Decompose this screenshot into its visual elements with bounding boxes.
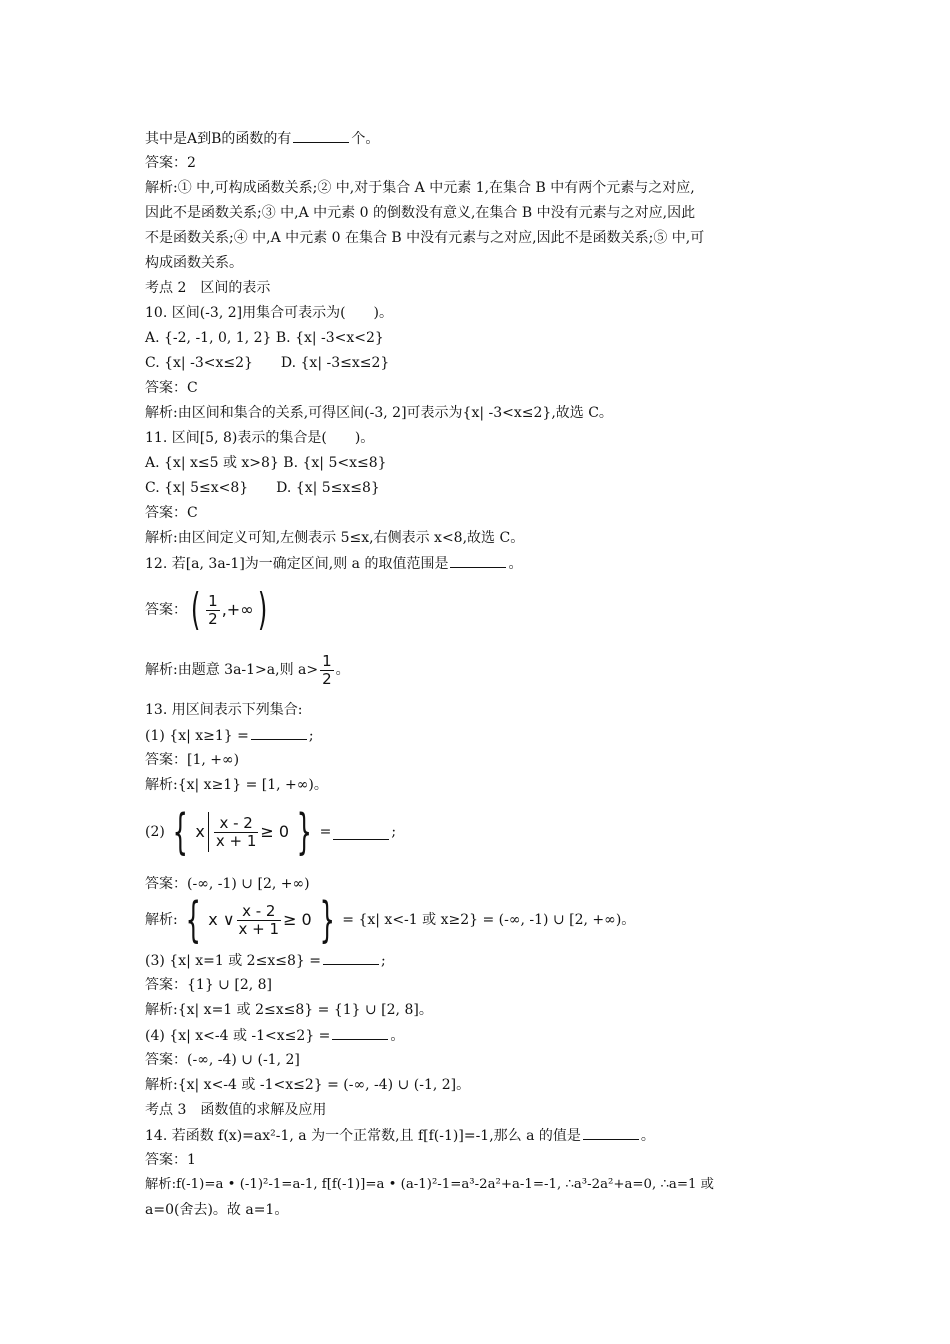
answer-10: 答案：C <box>145 380 198 396</box>
question-10-options-cd: C. {x| -3<x≤2} D. {x| -3≤x≤2} <box>145 355 390 371</box>
analysis-9-line4: 构成函数关系。 <box>145 255 243 271</box>
question-10: 10. 区间(-3, 2]用集合可表示为( )。 <box>145 305 394 321</box>
analysis-12: 解析:由题意 3a-1>a,则 a> $\frac{1}{2}$ 。 <box>145 651 350 688</box>
question-11: 11. 区间[5, 8)表示的集合是( )。 <box>145 430 375 446</box>
analysis-11: 解析:由区间定义可知,左侧表示 5≤x,右侧表示 x<8,故选 C。 <box>145 530 525 546</box>
question-13-3: (3) {x| x=1 或 2≤x≤8} = ; <box>145 950 386 971</box>
question-13-4: (4) {x| x<-4 或 -1<x≤2} = 。 <box>145 1025 404 1046</box>
analysis-14-line1: 解析:f(-1)=a • (-1)²-1=a-1, f[f(-1)]=a • (a-1)²-1=a³-2a²+a-1=-1, ∴a³-2a²+a=0, ∴a=1 或 <box>145 1177 714 1192</box>
analysis-14-line2: a=0(舍去)。故 a=1。 <box>145 1202 289 1218</box>
answer-blank <box>293 128 349 143</box>
question-13-1: (1) {x| x≥1} = ; <box>145 725 314 746</box>
question-13: 13. 用区间表示下列集合: <box>145 702 303 718</box>
answer-13-4: 答案：(-∞, -4) ∪ (-1, 2] <box>145 1052 300 1068</box>
answer-blank <box>251 725 307 740</box>
answer-14: 答案：1 <box>145 1152 196 1168</box>
answer-11: 答案：C <box>145 505 198 521</box>
question-10-options-ab: A. {-2, -1, 0, 1, 2} B. {x| -3<x<2} <box>145 330 384 346</box>
analysis-13-3: 解析:{x| x=1 或 2≤x≤8} = {1} ∪ [2, 8]。 <box>145 1002 433 1018</box>
answer-12: 答案：( $\frac{1}{2}$ ,+∞) <box>145 584 267 635</box>
fraction: $\frac{x - 2}{x + 1}$ <box>238 901 280 938</box>
analysis-9-line2: 因此不是函数关系;③ 中,A 中元素 0 的倒数没有意义,在集合 B 中没有元素与之对应,因此 <box>145 205 696 221</box>
answer-blank <box>583 1125 639 1140</box>
question-11-options-cd: C. {x| 5≤x<8} D. {x| 5≤x≤8} <box>145 480 380 496</box>
question-11-options-ab: A. {x| x≤5 或 x>8} B. {x| 5<x≤8} <box>145 455 387 471</box>
analysis-9-line1: 解析:① 中,可构成函数关系;② 中,对于集合 A 中元素 1,在集合 B 中有两个元素与之对应, <box>145 180 695 196</box>
answer-13-2: 答案：(-∞, -1) ∪ [2, +∞) <box>145 876 310 892</box>
answer-9: 答案：2 <box>145 155 196 171</box>
fraction: $\frac{1}{2}$ <box>322 651 332 688</box>
analysis-9-line3: 不是函数关系;④ 中,A 中元素 0 在集合 B 中没有元素与之对应,因此不是函数关系;⑤ 中,可 <box>145 230 705 246</box>
analysis-13-4: 解析:{x| x<-4 或 -1<x≤2} = (-∞, -4) ∪ (-1, 2]。 <box>145 1077 471 1093</box>
fraction: $\frac{1}{2}$ <box>208 591 218 628</box>
answer-13-3: 答案：{1} ∪ [2, 8] <box>145 977 272 993</box>
fraction: $\frac{x - 2}{x + 1}$ <box>215 813 257 850</box>
answer-blank <box>332 1025 388 1040</box>
answer-13-1: 答案：[1, +∞) <box>145 752 240 768</box>
section-heading-2: 考点 2 区间的表示 <box>145 280 271 296</box>
question-13-2: (2) { x $\frac{x - 2}{x + 1}$ ≥ 0 } = ; <box>145 804 397 860</box>
answer-blank <box>333 825 389 840</box>
answer-blank <box>323 950 379 965</box>
question-14: 14. 若函数 f(x)=ax²-1, a 为一个正常数,且 f[f(-1)]=-1,那么 a 的值是 。 <box>145 1125 655 1146</box>
analysis-10: 解析:由区间和集合的关系,可得区间(-3, 2]可表示为{x| -3<x≤2},故选 C。 <box>145 405 613 421</box>
analysis-13-2: 解析: { x ∨ $\frac{x - 2}{x + 1}$ ≥ 0 } = {x| x<-1 或 x≥2} = (-∞, -1) ∪ [2, +∞)。 <box>145 892 636 948</box>
question-12: 12. 若[a, 3a-1]为一确定区间,则 a 的取值范围是 。 <box>145 553 522 574</box>
analysis-13-1: 解析:{x| x≥1} = [1, +∞)。 <box>145 777 328 793</box>
line-question-9-tail: 其中是A到B的函数的有 个。 <box>145 128 379 149</box>
section-heading-3: 考点 3 函数值的求解及应用 <box>145 1102 327 1118</box>
answer-blank <box>450 553 506 568</box>
